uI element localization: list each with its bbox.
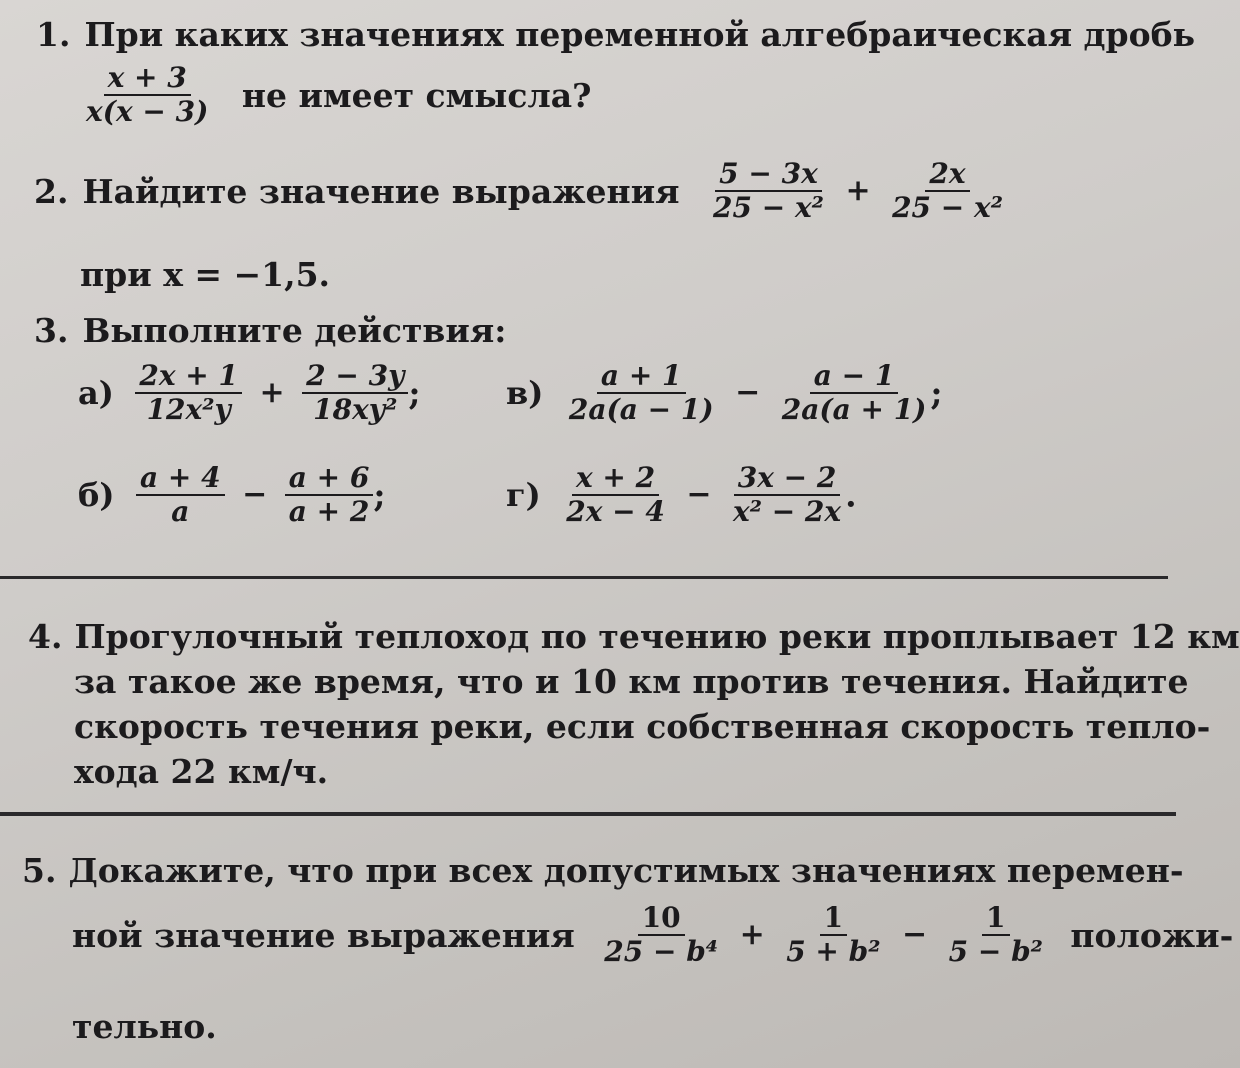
problem-3v [506,360,943,426]
fraction-numerator: 1 [982,902,1009,936]
problem-3b [78,462,386,528]
problem-2-condition: при x = −1,5. [80,255,331,294]
section-divider [0,812,1176,816]
problem-5-line-3: тельно. [72,1007,217,1046]
problem-4-line [28,614,1240,659]
plus-operator: + [845,173,871,209]
fraction [302,360,408,426]
fraction [565,360,718,426]
problem-1-line [36,15,1196,54]
fraction-numerator: 2 − 3y [302,360,408,394]
fraction-denominator: 2a(a + 1) [781,393,927,427]
fraction-numerator: a + 6 [285,462,374,496]
problem-3a [78,360,421,426]
problem-3-number: 3. [34,311,69,350]
problem-5-line-2 [72,902,1233,968]
fraction [782,902,884,968]
problem-3-text: Выполните действия: [82,311,507,350]
terminator: ; [373,475,386,515]
problem-4 [28,614,1240,794]
subitem-label: а) [78,374,114,413]
problem-4-line: скорость течения реки, если собственная скорость тепло- [74,707,1211,746]
fraction-numerator: 5 − 3x [715,158,822,192]
subitem-label: в) [506,374,544,413]
fraction-numerator: a + 1 [597,360,686,394]
fraction-denominator: a [171,495,190,529]
operator: + [259,375,285,411]
terminator: . [845,475,857,515]
fraction-numerator: 2x + 1 [135,360,242,394]
problem-2-fraction-1 [709,158,828,224]
fraction-denominator: 12x²y [146,393,231,427]
fraction-numerator: 3x − 2 [734,462,841,496]
operator: − [901,917,928,953]
subitem-label: г) [506,476,541,515]
fraction-numerator: x + 3 [104,62,191,96]
problem-5-text: Докажите, что при всех допустимых значениях перемен- [68,851,1184,890]
problem-1-fraction [82,62,212,128]
fraction [135,360,242,426]
fraction [136,462,225,528]
problem-2-text: Найдите значение выражения [82,171,680,211]
fraction-numerator: 1 [820,902,847,936]
fraction-denominator: x² − 2x [733,495,842,529]
fraction-numerator: 2x [925,158,969,192]
fraction-numerator: a − 1 [810,360,899,394]
fraction [945,902,1047,968]
fraction [600,902,722,968]
terminator: ; [930,373,943,413]
fraction-denominator: 25 − x² [892,191,1003,225]
fraction-denominator: 5 + b² [786,935,881,969]
fraction-denominator: 2a(a − 1) [568,393,714,427]
problem-1-number: 1. [36,15,71,54]
problem-5-text: ной значение выражения [72,915,575,955]
problem-4-text: Прогулочный теплоход по течению реки проплывает 12 км [74,617,1240,656]
problem-4-line: хода 22 км/ч. [74,752,329,791]
problem-5-line-1 [22,851,1184,890]
fraction-denominator: a + 2 [288,495,370,529]
problem-1-tail: не имеет смысла? [241,75,592,115]
problem-1-text: При каких значениях переменной алгебраическая дробь [84,15,1196,54]
fraction-denominator: 18xy² [313,393,398,427]
problem-2-number: 2. [34,171,69,211]
fraction [285,462,374,528]
fraction-denominator: 25 − x² [713,191,824,225]
fraction-denominator: 25 − b⁴ [604,935,719,969]
problem-5-number: 5. [22,851,57,890]
operator: − [686,477,712,513]
fraction-denominator: 2x − 4 [566,495,665,529]
operator: + [739,917,765,953]
problem-2-line [34,158,1007,224]
fraction-denominator: 5 − b² [948,935,1043,969]
fraction [778,360,931,426]
fraction [562,462,669,528]
fraction-numerator: a + 4 [136,462,225,496]
problem-3-line [34,311,507,350]
subitem-label: б) [78,476,115,515]
terminator: ; [408,373,421,413]
section-divider [0,576,1168,579]
problem-2-fraction-2 [888,158,1007,224]
fraction [729,462,845,528]
operator: − [735,375,761,411]
problem-3g [506,462,857,528]
fraction-denominator: x(x − 3) [86,95,209,129]
problem-4-number: 4. [28,617,63,656]
fraction-numerator: 10 [638,902,685,936]
operator: − [242,477,268,513]
problem-4-line: за такое же время, что и 10 км против течения. Найдите [74,662,1189,701]
fraction-numerator: x + 2 [572,462,659,496]
problem-1-fraction-line [82,62,591,128]
problem-5-text: положи- [1070,915,1234,955]
